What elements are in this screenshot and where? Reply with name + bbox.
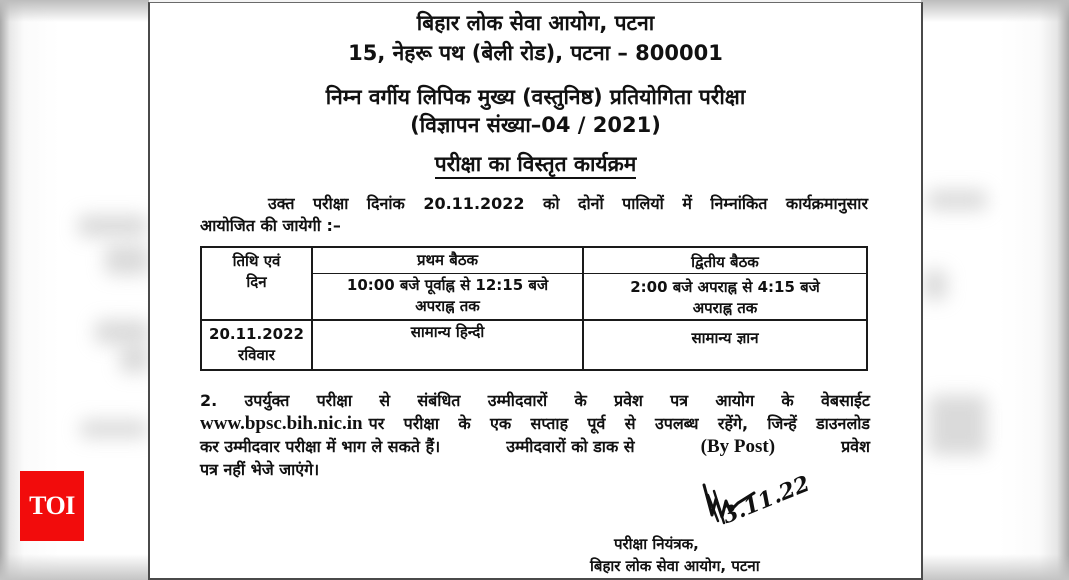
notice-emphasis: प्रवेश bbox=[841, 437, 870, 456]
intro-line-2: आयोजित की जायेगी :– bbox=[200, 216, 341, 235]
second-shift-time bbox=[584, 277, 866, 319]
table-divider bbox=[313, 273, 866, 274]
table-cell-first-subject: सामान्य हिन्दी bbox=[410, 323, 485, 341]
notice-text: पर परीक्षा के एक सप्ताह पूर्व से उपलब्ध रहेंगे, जिन्हें डाउनलोड bbox=[368, 414, 870, 433]
section-title-text: परीक्षा का विस्तृत कार्यक्रम bbox=[435, 152, 637, 179]
by-post-text: (By Post) bbox=[700, 436, 776, 457]
table-header-first-shift: प्रथम बैठक bbox=[416, 251, 479, 269]
notice-emphasis: पत्र नहीं भेजे जाएंगे। bbox=[200, 460, 320, 479]
notice-line-2 bbox=[200, 412, 870, 435]
website-link[interactable]: www.bpsc.bih.nic.in bbox=[200, 413, 363, 434]
organization-address: 15, नेहरू पथ (बेली रोड), पटना – 800001 bbox=[348, 41, 723, 65]
time-line: 10:00 बजे पूर्वाह्न से 12:15 बजे bbox=[346, 276, 549, 294]
blurred-backdrop-right bbox=[921, 0, 1069, 580]
notice-line-1 bbox=[200, 389, 870, 412]
organization-name: बिहार लोक सेवा आयोग, पटना bbox=[416, 11, 655, 35]
notice-paragraph-2 bbox=[200, 389, 870, 481]
table-cell-date bbox=[202, 324, 311, 366]
exam-title: निम्न वर्गीय लिपिक मुख्य (वस्तुनिष्ठ) प्रतियोगिता परीक्षा bbox=[325, 85, 746, 109]
notice-line-3 bbox=[200, 435, 870, 458]
header-line: तिथि एवं bbox=[232, 252, 281, 270]
schedule-table bbox=[200, 246, 868, 371]
word: प्रवेश bbox=[614, 391, 643, 410]
signature-date: 3.11.22 bbox=[718, 470, 814, 530]
signatory-block bbox=[590, 533, 760, 577]
table-header-second-shift: द्वितीय बैठक bbox=[691, 253, 759, 271]
word: उम्मीदवारों bbox=[487, 391, 548, 410]
section-title bbox=[150, 150, 921, 178]
exam-date: 20.11.2022 bbox=[209, 325, 304, 343]
word: से bbox=[379, 391, 391, 410]
signatory-designation: परीक्षा नियंत्रक, bbox=[614, 535, 699, 553]
header-line: दिन bbox=[246, 273, 267, 291]
intro-line-1: उक्त परीक्षा दिनांक 20.11.2022 को दोनों पालियों में निम्नांकित कार्यक्रमानुसार bbox=[268, 194, 868, 213]
word: आयोग bbox=[715, 391, 755, 410]
point-number: 2. bbox=[200, 391, 218, 410]
word: के bbox=[781, 391, 794, 410]
word: उपर्युक्त bbox=[244, 391, 290, 410]
table-divider bbox=[202, 319, 866, 321]
first-shift-time bbox=[313, 275, 582, 317]
word: के bbox=[574, 391, 587, 410]
table-header-date-day bbox=[202, 251, 311, 293]
toi-logo bbox=[20, 471, 84, 541]
table-cell-second-subject: सामान्य ज्ञान bbox=[691, 329, 759, 347]
notice-emphasis: उम्मीदवारों को डाक से bbox=[506, 437, 635, 456]
advertisement-number: (विज्ञापन संख्या–04 / 2021) bbox=[410, 113, 661, 137]
notice-document bbox=[148, 2, 923, 580]
notice-line-4 bbox=[200, 458, 870, 481]
time-line: 2:00 बजे अपराह्न से 4:15 बजे bbox=[630, 278, 820, 296]
word: परीक्षा bbox=[316, 391, 352, 410]
toi-logo-text: TOI bbox=[29, 491, 75, 520]
signatory-organization: बिहार लोक सेवा आयोग, पटना bbox=[590, 557, 760, 575]
intro-paragraph bbox=[200, 193, 868, 237]
word: पत्र bbox=[670, 391, 689, 410]
word: वेबसाईट bbox=[820, 391, 870, 410]
time-line: अपराह्न तक bbox=[692, 299, 758, 317]
time-line: अपराह्न तक bbox=[415, 297, 480, 315]
notice-text: कर उम्मीदवार परीक्षा में भाग ले सकते हैं। bbox=[200, 437, 441, 456]
word: संबंधित bbox=[417, 391, 461, 410]
exam-day: रविवार bbox=[238, 346, 275, 364]
